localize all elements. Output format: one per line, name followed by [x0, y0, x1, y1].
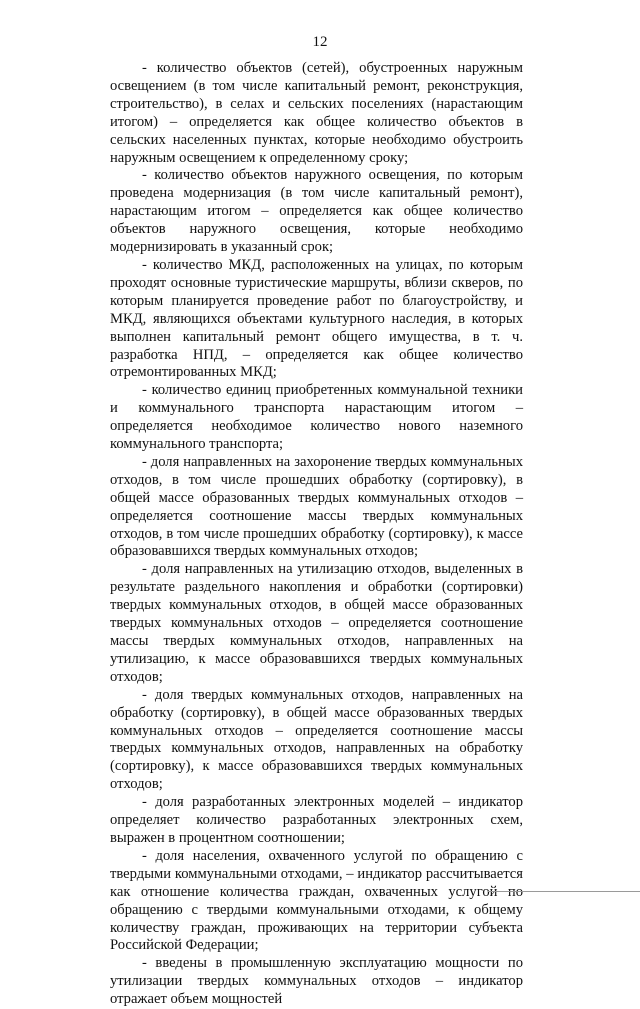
- paragraph-recycling-capacity: - введены в промышленную эксплуатацию мощности по утилизации твердых коммунальных отходов – индикатор отражает объем мощностей: [110, 955, 523, 1008]
- paragraph-population-coverage: - доля населения, охваченного услугой по обращению с твердыми коммунальными отходами, – индикатор рассчитывается как отношение количества граждан, охваченных услугой по обращению с твердыми коммунальными отходами, к общему количеству граждан, проживающих на территории субъекта Российской Федерации;: [110, 847, 523, 954]
- paragraph-waste-recycling-share: - доля направленных на утилизацию отходов, выделенных в результате раздельного накопления и обработки (сортировки) твердых коммунальных отходов, в общей массе образованных твердых коммунальных отходов – определяется соотношение массы твердых коммунальных отходов, направленных на утилизацию, к массе образовавшихся твердых коммунальных отходов;: [110, 561, 523, 685]
- paragraph-lighting-modernization: - количество объектов наружного освещения, по которым проведена модернизация (в том числе капитальный ремонт), нарастающим итогом – определяется как общее количество объектов наружного освещения, которые необходимо модернизировать в указанный срок;: [110, 167, 523, 256]
- paragraph-waste-disposal-share: - доля направленных на захоронение твердых коммунальных отходов, в том числе прошедших обработку (сортировку), в общей массе образованных твердых коммунальных отходов – определяется соотношение массы твердых коммунальных отходов, в том числе прошедших обработку (сортировку), к массе образовавшихся твердых коммунальных отходов;: [110, 453, 523, 560]
- document-body: [110, 60, 523, 1009]
- paragraph-outdoor-lighting-rural: - количество объектов (сетей), обустроенных наружным освещением (в том числе капитальный ремонт, реконструкция, строительство), в селах и сельских поселениях (нарастающим итогом) – определяется как общее количество объектов в сельских населенных пунктах, которые необходимо обустроить наружным освещением к определенному сроку;: [110, 60, 523, 166]
- paragraph-electronic-models-share: - доля разработанных электронных моделей – индикатор определяет количество разработанных электронных схем, выражен в процентном соотношении;: [110, 794, 523, 846]
- paragraph-mkd-repair: - количество МКД, расположенных на улицах, по которым проходят основные туристические маршруты, вблизи скверов, по которым планируется проведение работ по благоустройству, и МКД, являющихся объектами культурного наследия, в которых выполнен капитальный ремонт общего имущества, в т. ч. разработка НПД, – определяется как общее количество отремонтированных МКД;: [110, 256, 523, 381]
- paragraph-municipal-vehicles: - количество единиц приобретенных коммунальной техники и коммунального транспорта нарастающим итогом – определяется необходимое количество нового наземного коммунального транспорта;: [110, 382, 523, 453]
- page-number: 12: [312, 34, 328, 50]
- bottom-rule: [488, 891, 640, 892]
- paragraph-waste-sorting-share: - доля твердых коммунальных отходов, направленных на обработку (сортировку), в общей массе образованных твердых коммунальных отходов – определяется соотношение массы твердых коммунальных отходов, направленных на обработку (сортировку), к массе образовавшихся твердых коммунальных отходов;: [110, 686, 523, 793]
